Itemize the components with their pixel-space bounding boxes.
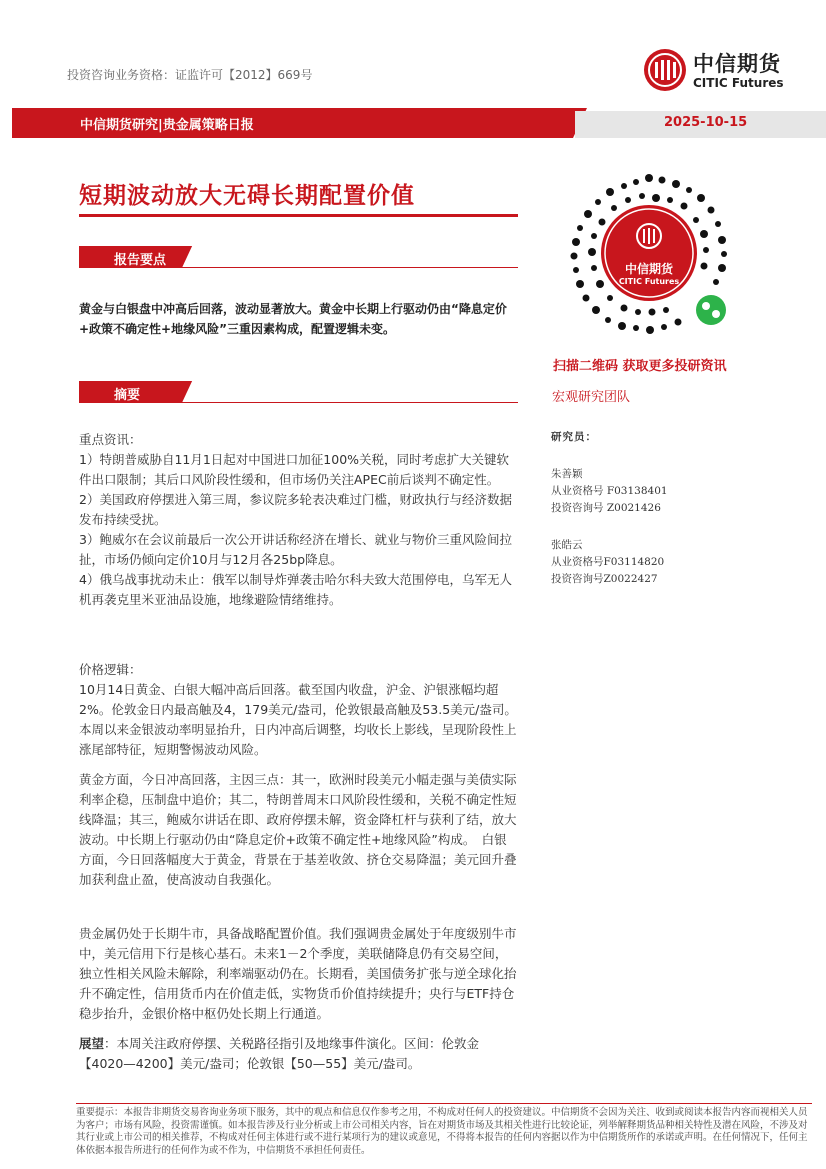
title-divider — [79, 214, 518, 217]
key-points-header — [79, 246, 518, 268]
gold-para — [79, 770, 519, 890]
news-block — [79, 430, 519, 610]
analyst-2-name: 张皓云 — [551, 539, 583, 551]
logo-en: CITIC Futures — [693, 76, 784, 90]
news-item-4: 4）俄乌战事扰动未止：俄军以制导炸弹袭击哈尔科夫致大范围停电，乌军无人机再袭克里米亚油品设施，地缘避险情绪维持。 — [79, 572, 512, 607]
qr-pattern-icon — [566, 170, 732, 336]
logic-para-1: 10月14日黄金、白银大幅冲高后回落。截至国内收盘，沪金、沪银涨幅均超2%。伦敦金日内最高触及4，179美元/盎司，伦敦银最高触及53.5美元/盎司。本周以来金银波动率明显抬升，日内冲高后调整，均收长上影线，呈现阶段性上涨尾部特征，短期警惕波动风险。 — [79, 682, 517, 757]
news-item-2: 2）美国政府停摆进入第三周，参议院多轮表决难过门槛，财政执行与经济数据发布持续受扰。 — [79, 492, 512, 527]
logic-para-2: 黄金方面，今日冲高回落，主因三点：其一，欧洲时段美元小幅走强与美债实际利率企稳，压制盘中追价；其二，特朗普周末口风阶段性缓和，关税不确定性短线降温；其三，鲍威尔讲话在即、政府停摆未解，资金降杠杆与获利了结，放大波动。中长期上行驱动仍由“降息定价+政策不确定性+地缘风险”构成。 白银方面，今日回落幅度大于黄金，背景在于基差收敛、挤仓交易降温；美元回升叠加获利盘止盈，使高波动自我强化。 — [79, 772, 517, 887]
news-item-1: 1）特朗普威胁自11月1日起对中国进口加征100%关税，同时考虑扩大关键软件出口限制；其后口风阶段性缓和，但市场仍关注APEC前后谈判不确定性。 — [79, 452, 510, 487]
researchers-label: 研究员： — [551, 431, 597, 443]
analyst-1-license: 从业资格号 F03138401 — [551, 485, 668, 497]
analyst-1-advisor: 投资咨询号 Z0021426 — [551, 502, 661, 514]
researchers-block — [551, 429, 668, 588]
logic-block — [79, 660, 519, 760]
analyst-1-name: 朱善颖 — [551, 468, 583, 480]
qr-center-cn: 中信期货 — [624, 262, 673, 276]
logo-cn: 中信期货 — [693, 52, 781, 76]
analyst-2-license: 从业资格号F03114820 — [551, 556, 665, 568]
disclaimer-text: 重要提示：本报告非期货交易咨询业务项下服务，其中的观点和信息仅作参考之用，不构成对任何人的投资建议。中信期货不会因为关注、收到或阅读本报告内容而视相关人员为客户；市场有风险，投资需谨慎。如本报告涉及行业分析或上市公司相关内容，旨在对期货市场及其相关性进行比较论证，列举解释期货品种相关特性及潜在风险，不涉及对其行业或上市公司的相关推荐，不构成对任何主体进行或不进行某项行为的建议或意见，不得将本报告的任何内容据以作为中信期货所作的承诺或声明。在任何情况下，任何主体依据本报告所进行的任何作为或不作为，中信期货不承担任何责任。 — [76, 1107, 808, 1156]
section-rule — [79, 402, 518, 403]
footer-divider — [76, 1103, 812, 1104]
summary-header — [79, 381, 518, 403]
key-points-text: 黄金与白银盘中冲高后回落，波动显著放大。黄金中长期上行驱动仍由“降息定价+政策不确定性+地缘风险”三重因素构成，配置逻辑未变。 — [79, 302, 507, 336]
citic-logo — [643, 46, 808, 94]
outlook-label: 展望 — [79, 1036, 105, 1051]
qr-code — [566, 170, 732, 336]
logic-para-3: 贵金属仍处于长期牛市，具备战略配置价值。我们强调贵金属处于年度级别牛市中，美元信用下行是核心基石。未来1－2个季度，美联储降息仍有交易空间，独立性相关风险未解除，利率端驱动仍在。长期看，美国债务扩张与逆全球化抬升不确定性，信用货币内在价值走低，实物货币价值持续提升；央行与ETF持仓稳步抬升，金银价格中枢仍处长期上行通道。 — [79, 926, 517, 1021]
team-name: 宏观研究团队 — [552, 390, 631, 405]
outlook-text: ：本周关注政府停摆、关税路径指引及地缘事件演化。区间：伦敦金【4020—4200】美元/盎司；伦敦银【50—55】美元/盎司。 — [79, 1036, 480, 1071]
news-heading: 重点资讯： — [79, 432, 142, 447]
outlook-block — [79, 1034, 519, 1074]
report-date: 2025-10-15 — [664, 115, 748, 130]
qr-center-en: CITIC Futures — [618, 277, 680, 286]
header-banner — [0, 108, 826, 138]
banner-title: 中信期货研究|贵金属策略日报 — [80, 118, 254, 133]
summary-label: 摘要 — [114, 388, 141, 403]
key-points-label: 报告要点 — [114, 253, 167, 268]
qualification-text: 投资咨询业务资格：证监许可【2012】669号 — [67, 68, 313, 82]
scan-qr-text: 扫描二维码 获取更多投研资讯 — [553, 359, 727, 374]
report-title: 短期波动放大无碍长期配置价值 — [79, 183, 415, 209]
citic-emblem-icon — [643, 48, 687, 92]
logic-heading: 价格逻辑： — [79, 662, 142, 677]
news-item-3: 3）鲍威尔在会议前最后一次公开讲话称经济在增长、就业与物价三重风险间拉扯，市场仍倾向定价10月与12月各25bp降息。 — [79, 532, 512, 567]
longterm-para — [79, 924, 519, 1024]
analyst-2-advisor: 投资咨询号Z0022427 — [551, 573, 658, 585]
